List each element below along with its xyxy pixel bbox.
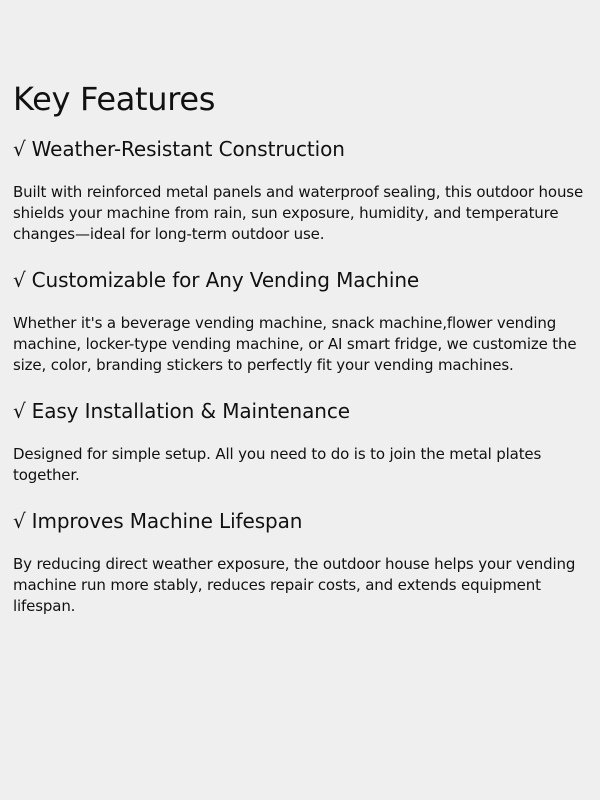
page-title: Key Features <box>13 80 216 118</box>
feature-weather-resistant <box>13 136 588 245</box>
feature-customizable <box>13 267 588 376</box>
feature-description: By reducing direct weather exposure, the outdoor house helps your vending machine run more stably, reduces repair costs, and extends equipment lifespan. <box>13 555 576 615</box>
feature-heading-text: Customizable for Any Vending Machine <box>31 268 420 292</box>
checkmark-icon: √ <box>13 268 26 292</box>
feature-heading <box>13 136 588 162</box>
feature-easy-installation <box>13 398 588 486</box>
checkmark-icon: √ <box>13 509 26 533</box>
feature-heading-text: Improves Machine Lifespan <box>31 509 303 533</box>
key-features-section <box>13 80 588 639</box>
checkmark-icon: √ <box>13 137 26 161</box>
feature-heading-text: Easy Installation & Maintenance <box>31 399 350 423</box>
checkmark-icon: √ <box>13 399 26 423</box>
feature-description: Designed for simple setup. All you need to do is to join the metal plates together. <box>13 445 542 484</box>
feature-heading <box>13 267 588 293</box>
feature-description: Built with reinforced metal panels and waterproof sealing, this outdoor house shields your machine from rain, sun exposure, humidity, and temperature changes—ideal for long-term outdoor use. <box>13 183 584 243</box>
feature-heading <box>13 398 588 424</box>
feature-lifespan <box>13 508 588 617</box>
feature-heading-text: Weather-Resistant Construction <box>31 137 345 161</box>
feature-heading <box>13 508 588 534</box>
feature-description: Whether it's a beverage vending machine, snack machine,flower vending machine, locker-type vending machine, or AI smart fridge, we customize the size, color, branding stickers to perfectly fit your vending machines. <box>13 314 577 374</box>
